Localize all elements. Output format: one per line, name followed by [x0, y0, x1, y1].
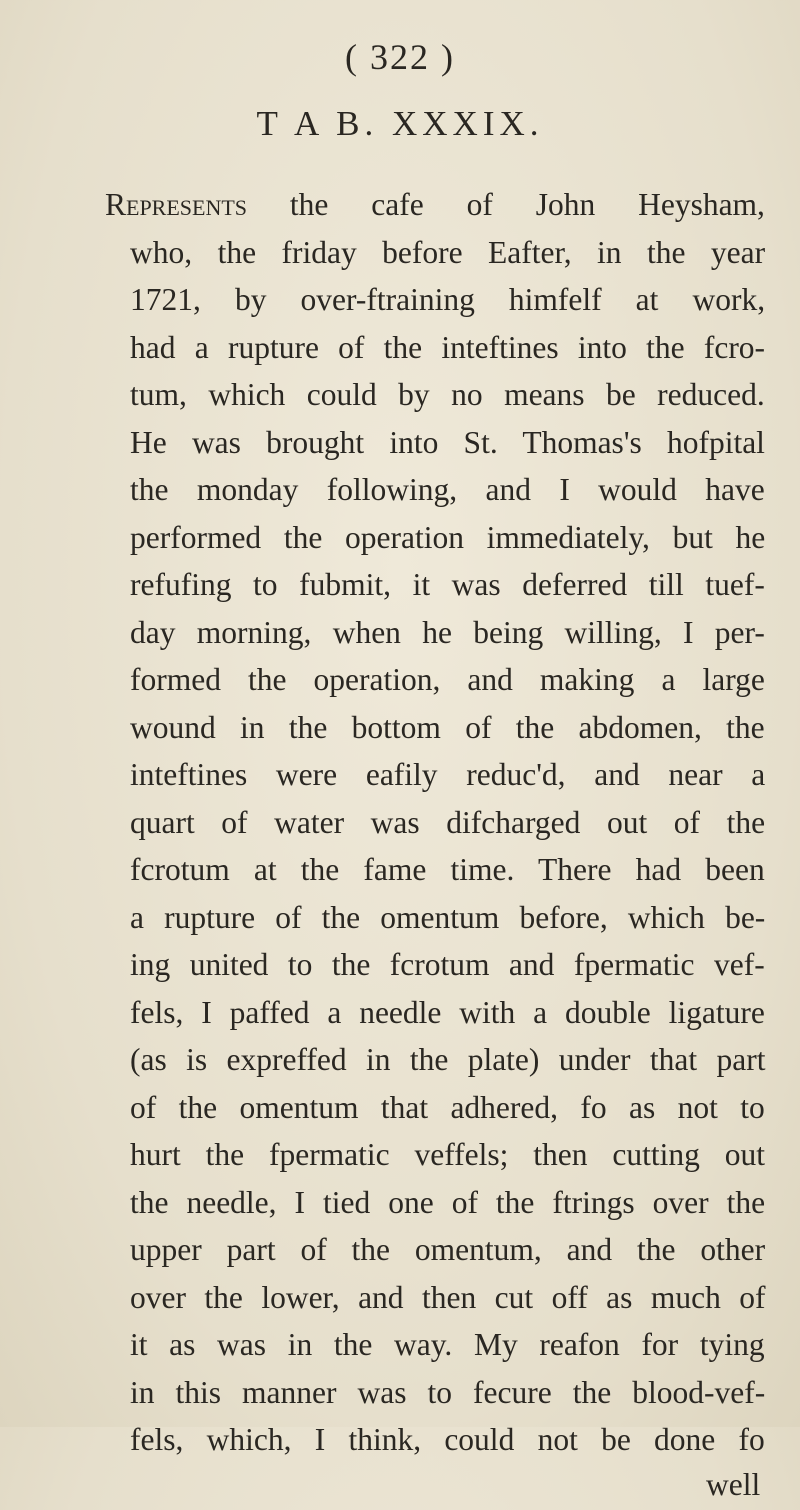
text-line: a rupture of the omentum before, which be-	[130, 899, 766, 935]
text-line: inteftines were eafily reduc'd, and near a	[130, 757, 766, 792]
text-line: quart of water was difcharged out of the	[130, 804, 766, 840]
text-line: fcrotum at the fame time. There had been	[130, 852, 765, 887]
text-line: refufing to fubmit, it was deferred till tuef-	[130, 567, 765, 602]
page-number: ( 322 )	[345, 37, 455, 77]
text-line: 1721, by over-ftraining himfelf at work,	[130, 282, 766, 317]
lead-word: Represents	[105, 187, 248, 222]
text-line: in this manner was to fecure the blood-vef-	[130, 1374, 766, 1410]
text-line: day morning, when he being willing, I per-	[130, 614, 765, 650]
text-line	[105, 180, 765, 230]
catchword: well	[706, 1467, 761, 1502]
text-line: the needle, I tied one of the ftrings over the	[130, 1184, 766, 1220]
text-line: formed the operation, and making a large	[130, 662, 765, 697]
text-line: ing united to the fcrotum and fpermatic vef-	[130, 947, 765, 982]
text-line: upper part of the omentum, and the other	[130, 1232, 766, 1267]
text-line: had a rupture of the inteftines into the fcro-	[130, 329, 766, 365]
line-text: the cafe of John Heysham,	[247, 187, 765, 222]
text-line: it as was in the way. My reafon for tying	[130, 1327, 765, 1362]
plate-heading: T A B. XXXIX.	[256, 104, 544, 143]
text-line: He was brought into St. Thomas's hofpital	[130, 424, 765, 460]
text-line: fels, which, I think, could not be done fo	[130, 1422, 765, 1457]
text-line: fels, I paffed a needle with a double ligature	[130, 994, 765, 1030]
text-line: (as is expreffed in the plate) under that part	[130, 1042, 766, 1077]
text-line: performed the operation immediately, but he	[130, 519, 766, 555]
text-line: tum, which could by no means be reduced.	[130, 377, 765, 412]
text-line: hurt the fpermatic veffels; then cutting out	[130, 1137, 766, 1172]
text-line: wound in the bottom of the abdomen, the	[130, 709, 765, 745]
text-line: the monday following, and I would have	[130, 472, 765, 507]
text-line: over the lower, and then cut off as much of	[130, 1279, 766, 1315]
text-line: of the omentum that adhered, fo as not to	[130, 1089, 765, 1125]
text-line: who, the friday before Eafter, in the year	[130, 234, 766, 270]
